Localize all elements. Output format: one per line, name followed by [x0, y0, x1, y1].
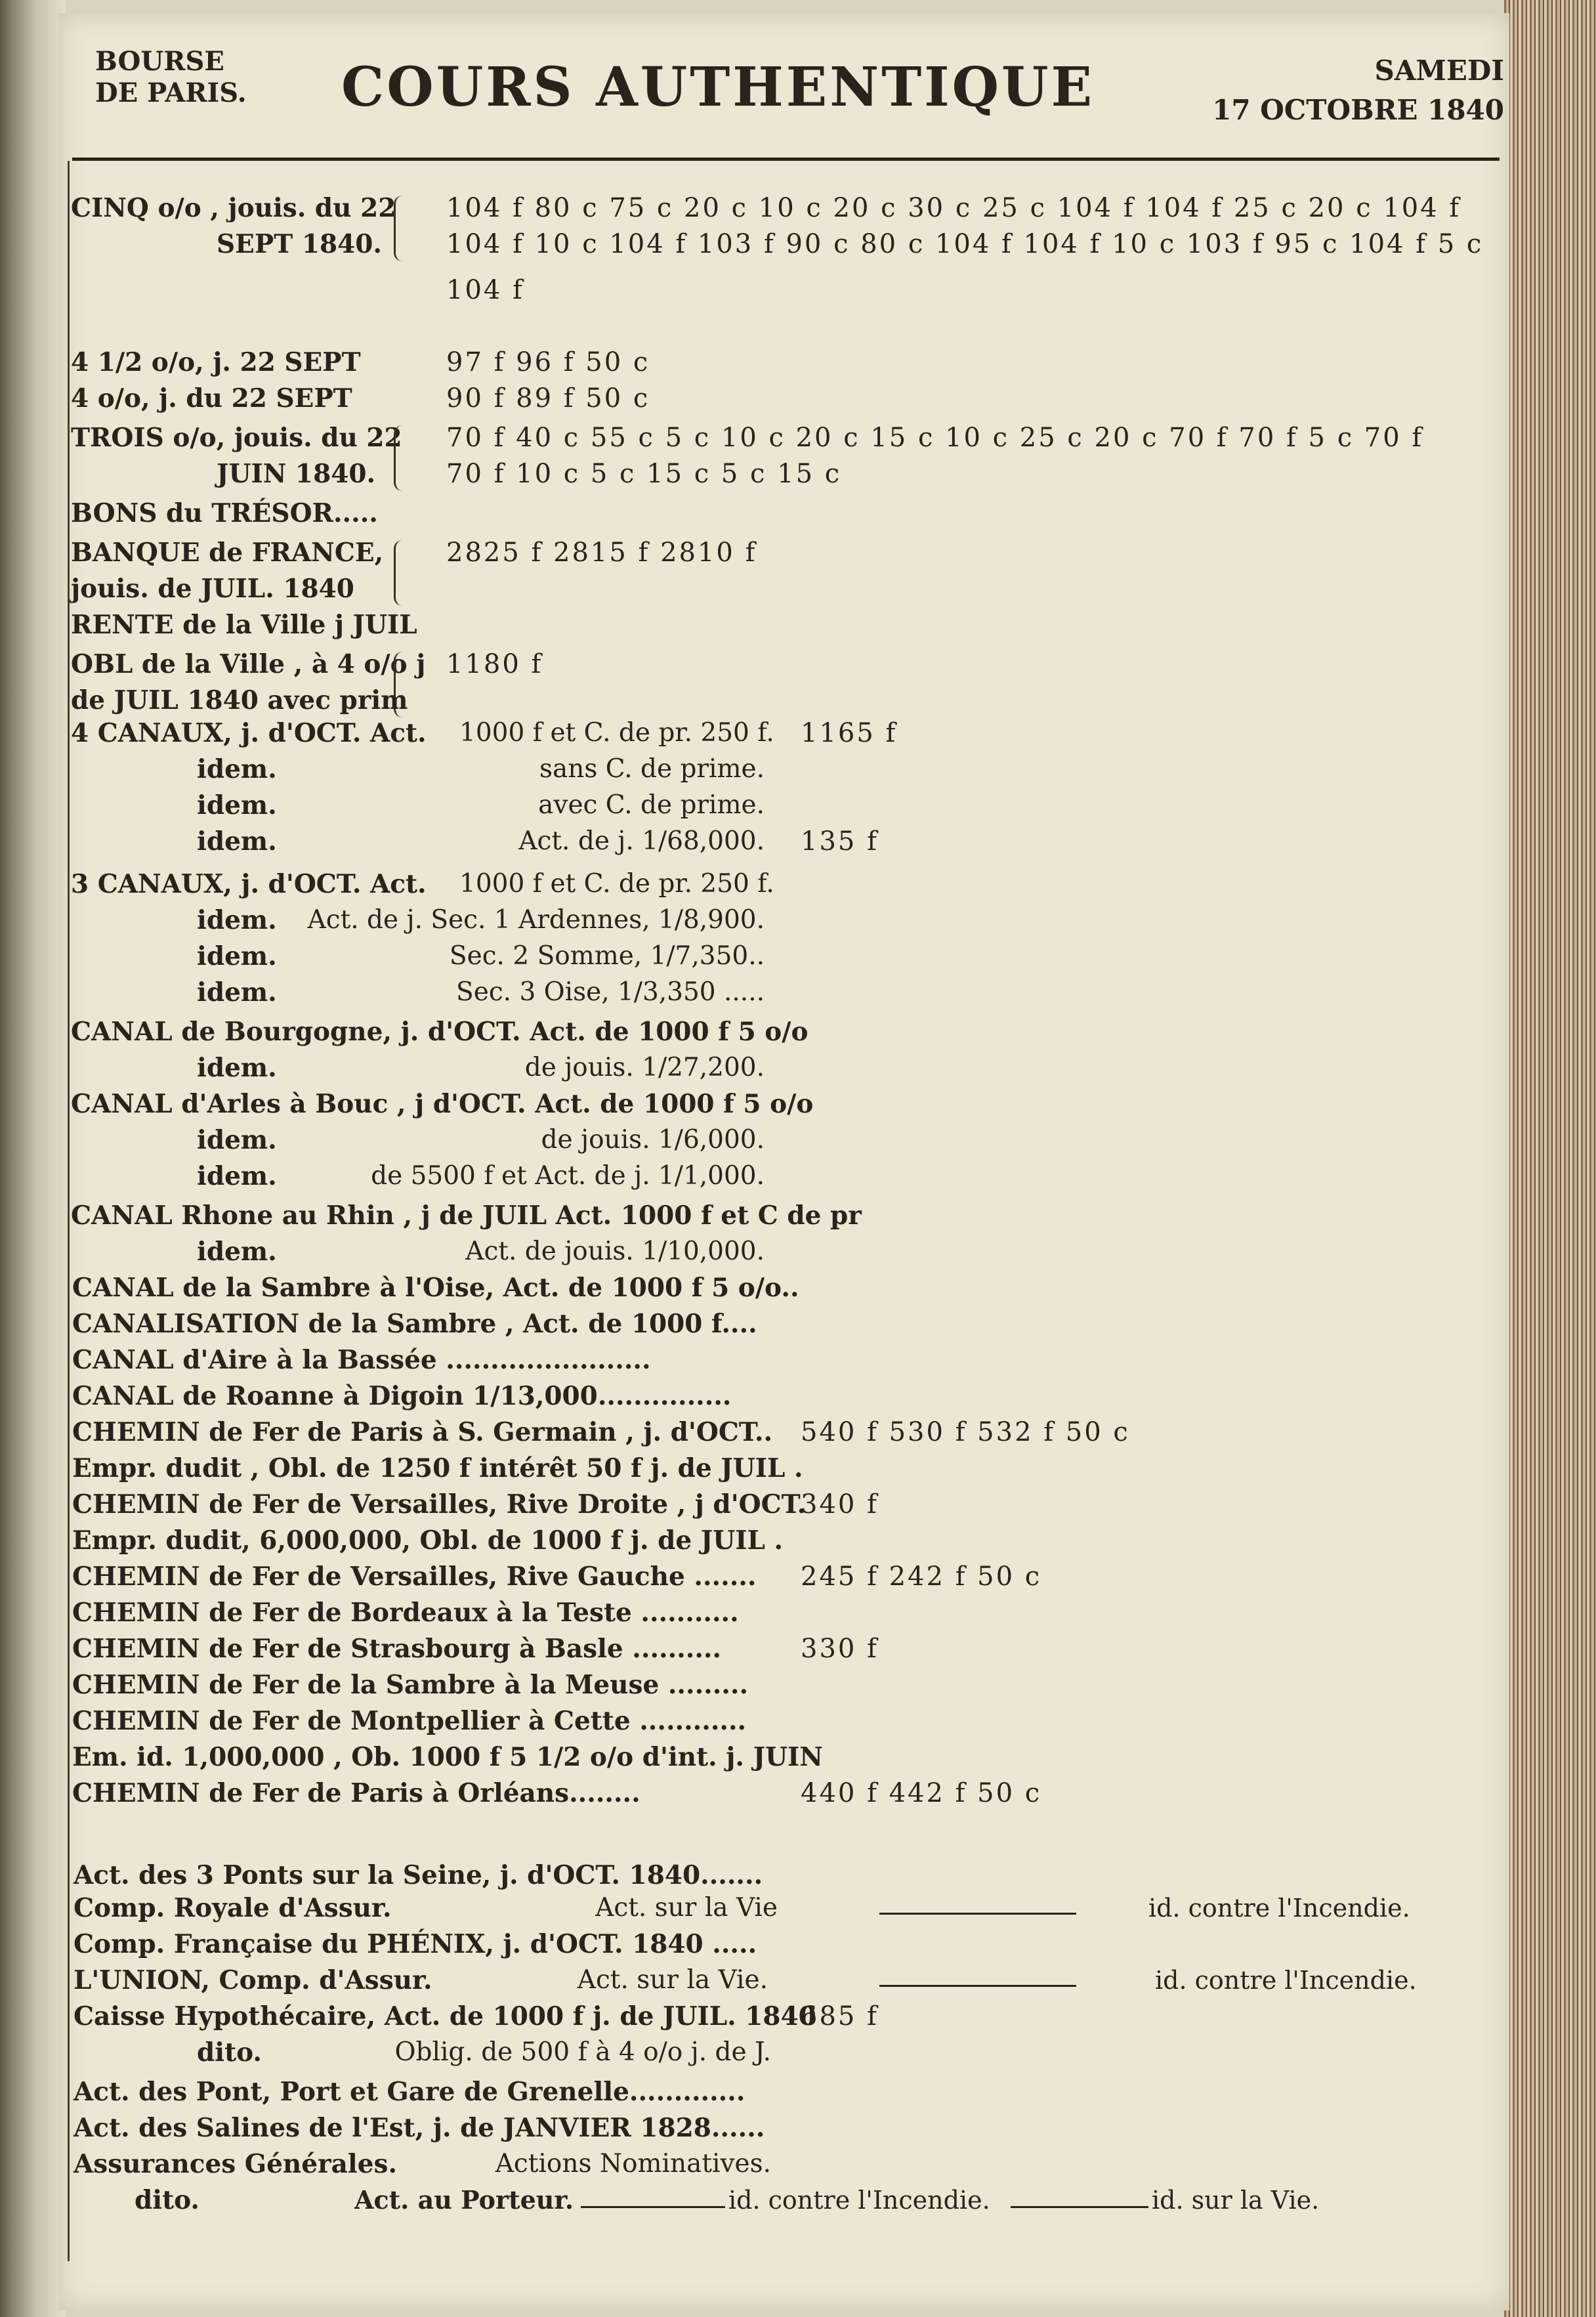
canaux3-sub-label: idem.	[197, 977, 277, 1008]
rente-label: BANQUE de FRANCE,	[71, 538, 384, 568]
listing-row	[0, 1595, 1509, 1630]
rente-label: BONS du TRÉSOR.....	[71, 498, 378, 528]
listing-value: 540 f 530 f 532 f 50 c	[801, 1417, 1130, 1447]
dito2-desc: Act. au Porteur.	[354, 2185, 574, 2215]
canaux3-row	[0, 866, 1509, 902]
canal-sub-desc: de jouis. 1/27,200.	[524, 1053, 765, 1082]
salines-label: Act. des Salines de l'Est, j. de JANVIER 1828......	[74, 2113, 765, 2143]
canaux3-sub-row	[0, 903, 1509, 938]
rente-value: 104 f 10 c 104 f 103 f 90 c 80 c 104 f 104 f 10 c 103 f 95 c 104 f 5 c	[446, 229, 1484, 259]
canaux4-row	[0, 715, 1509, 751]
canaux4-sub-label: idem.	[197, 826, 277, 857]
canaux3-sub-label: idem.	[197, 905, 277, 935]
listing-label: Empr. dudit, 6,000,000, Obl. de 1000 f j. de JUIL .	[72, 1525, 784, 1556]
listing-row	[0, 1487, 1509, 1522]
rente-label: jouis. de JUIL. 1840	[71, 574, 354, 604]
listing-label: CHEMIN de Fer de Versailles, Rive Droite , j d'OCT.	[72, 1489, 807, 1520]
canal-sub-desc: Act. de jouis. 1/10,000.	[465, 1237, 765, 1266]
page-title: COURS AUTHENTIQUE	[341, 56, 1095, 119]
canal-sub-label: idem.	[197, 1125, 277, 1155]
assurances-desc: Actions Nominatives.	[495, 2149, 771, 2179]
canaux3-sub-desc: Act. de j. Sec. 1 Ardennes, 1/8,900.	[307, 905, 765, 935]
listing-row	[0, 1306, 1509, 1342]
dito2-vie: id. sur la Vie.	[1152, 2186, 1320, 2215]
canal-sub-desc: de jouis. 1/6,000.	[541, 1125, 765, 1155]
canal-sub-row	[0, 1122, 1509, 1158]
canaux4-label: 4 CANAUX, j. d'OCT. Act.	[71, 718, 427, 748]
canal-sub-row	[0, 1234, 1509, 1269]
listing-value: 330 f	[801, 1634, 879, 1664]
rente-row	[0, 456, 1509, 492]
rente-row	[0, 535, 1509, 570]
rente-row	[0, 496, 1509, 531]
canaux3-sub-label: idem.	[197, 941, 277, 971]
listing-label: Empr. dudit , Obl. de 1250 f intérêt 50 f j. de JUIL .	[72, 1453, 803, 1483]
header-day: SAMEDI	[1374, 54, 1504, 87]
canal-sub-label: idem.	[197, 1161, 277, 1191]
listing-value: 245 f 242 f 50 c	[801, 1562, 1042, 1592]
header-bourse: BOURSE	[95, 46, 224, 77]
header-paris: DE PARIS.	[95, 77, 247, 108]
union-vie-dash	[879, 1985, 1076, 1987]
rente-row	[0, 647, 1509, 682]
listing-row	[0, 1559, 1509, 1594]
listing-row	[0, 1739, 1509, 1775]
canal-sub-desc: de 5500 f et Act. de j. 1/1,000.	[371, 1161, 765, 1191]
listing-label: CHEMIN de Fer de Bordeaux à la Teste ...........	[72, 1598, 739, 1628]
canaux4-sub-row	[0, 752, 1509, 787]
caisse-value: 685 f	[801, 2001, 879, 2031]
canaux3-sub-row	[0, 975, 1509, 1010]
rente-row	[0, 683, 1509, 718]
header-date: 17 OCTOBRE 1840	[1212, 94, 1504, 126]
union-row	[0, 1963, 1509, 1998]
canaux3-sub-desc: Sec. 2 Somme, 1/7,350..	[449, 941, 765, 971]
listing-label: Em. id. 1,000,000 , Ob. 1000 f 5 1/2 o/o d'int. j. JUIN	[72, 1742, 823, 1772]
rente-row	[0, 607, 1509, 643]
canaux4-desc: 1000 f et C. de pr. 250 f.	[459, 718, 774, 748]
rente-row	[0, 381, 1509, 416]
rente-label: JUIN 1840.	[217, 459, 376, 489]
listing-label: CHEMIN de Fer de Paris à Orléans........	[72, 1778, 640, 1808]
royale-vie: Act. sur la Vie	[595, 1893, 778, 1923]
canal-sub-row	[0, 1158, 1509, 1194]
dito2-row	[0, 2182, 1509, 2218]
listing-row	[0, 1523, 1509, 1558]
rente-label: TROIS o/o, jouis. du 22	[71, 423, 402, 453]
rente-label: CINQ o/o , jouis. du 22	[71, 193, 396, 223]
dito2-dash-1	[581, 2206, 725, 2208]
rente-value: 70 f 40 c 55 c 5 c 10 c 20 c 15 c 10 c 25 c 20 c 70 f 70 f 5 c 70 f	[446, 423, 1424, 453]
listing-label: CHEMIN de Fer de Montpellier à Cette ............	[72, 1706, 747, 1736]
rente-row	[0, 226, 1509, 262]
listing-row	[0, 1631, 1509, 1667]
listing-label: CANALISATION de la Sambre , Act. de 1000 f....	[72, 1309, 757, 1339]
rente-row	[0, 190, 1509, 226]
royale-label: Comp. Royale d'Assur.	[74, 1893, 392, 1923]
listing-label: CHEMIN de Fer de la Sambre à la Meuse .........	[72, 1670, 749, 1700]
canaux4-sub-value: 135 f	[801, 826, 879, 857]
rente-value: 97 f 96 f 50 c	[446, 347, 650, 377]
rente-row	[0, 420, 1509, 456]
canal-sub-label: idem.	[197, 1053, 277, 1083]
canal-label: CANAL de Bourgogne, j. d'OCT. Act. de 1000 f 5 o/o	[71, 1017, 808, 1047]
listing-row	[0, 1451, 1509, 1486]
union-label: L'UNION, Comp. d'Assur.	[74, 1965, 432, 1995]
listing-label: CHEMIN de Fer de Versailles, Rive Gauche .......	[72, 1562, 757, 1592]
rente-value: 90 f 89 f 50 c	[446, 383, 650, 414]
dito2-incendie: id. contre l'Incendie.	[728, 2186, 990, 2215]
royale-incendie: id. contre l'Incendie.	[1148, 1894, 1410, 1923]
dito2-label: dito.	[135, 2185, 200, 2215]
union-vie: Act. sur la Vie.	[577, 1965, 768, 1995]
canaux3-desc: 1000 f et C. de pr. 250 f.	[459, 869, 774, 899]
listing-row	[0, 1414, 1509, 1450]
rente-row	[0, 571, 1509, 606]
canaux4-sub-row	[0, 788, 1509, 823]
rente-value: 104 f	[446, 275, 524, 305]
dito1-row	[0, 2035, 1509, 2070]
canaux4-sub-desc: sans C. de prime.	[539, 754, 765, 784]
rente-label: de JUIL 1840 avec prim	[71, 685, 408, 715]
rente-value: 70 f 10 c 5 c 15 c 5 c 15 c	[446, 459, 842, 489]
header-right	[1212, 51, 1504, 130]
assurances-label: Assurances Générales.	[74, 2149, 398, 2179]
rente-label: OBL de la Ville , à 4 o/o j	[71, 649, 426, 679]
canaux4-sub-row	[0, 824, 1509, 859]
canaux4-value: 1165 f	[801, 718, 898, 748]
caisse-row	[0, 1999, 1509, 2034]
listing-row	[0, 1775, 1509, 1811]
rente-label: 4 1/2 o/o, j. 22 SEPT	[71, 347, 361, 377]
phenix-label: Comp. Française du PHÉNIX, j. d'OCT. 1840 .....	[74, 1929, 757, 1959]
caisse-label: Caisse Hypothécaire, Act. de 1000 f j. de JUIL. 1840	[74, 2001, 816, 2031]
canaux4-sub-desc: avec C. de prime.	[538, 790, 765, 820]
canal-label: CANAL Rhone au Rhin , j de JUIL Act. 1000 f et C de pr	[71, 1201, 862, 1231]
listing-row	[0, 1378, 1509, 1414]
royale-vie-dash	[879, 1913, 1076, 1915]
rente-row	[0, 272, 1509, 308]
rente-value: 1180 f	[446, 649, 543, 679]
dito1-label: dito.	[197, 2037, 262, 2068]
dito1-desc: Oblig. de 500 f à 4 o/o j. de J.	[394, 2037, 771, 2067]
assurances-row	[0, 2146, 1509, 2182]
listing-value: 440 f 442 f 50 c	[801, 1778, 1042, 1808]
listing-row	[0, 1342, 1509, 1378]
canaux4-sub-label: idem.	[197, 790, 277, 820]
canaux3-sub-row	[0, 939, 1509, 974]
listing-label: CANAL de Roanne à Digoin 1/13,000...............	[72, 1381, 732, 1411]
canal-sub-label: idem.	[197, 1237, 277, 1267]
grenelle-label: Act. des Pont, Port et Gare de Grenelle.............	[74, 2077, 746, 2107]
listing-row	[0, 1667, 1509, 1703]
canal-label: CANAL d'Arles à Bouc , j d'OCT. Act. de 1000 f 5 o/o	[71, 1089, 814, 1119]
listing-label: CHEMIN de Fer de Paris à S. Germain , j. d'OCT..	[72, 1417, 773, 1447]
listing-label: CANAL d'Aire à la Bassée .......................	[72, 1345, 651, 1375]
listing-row	[0, 1270, 1509, 1306]
ponts-label: Act. des 3 Ponts sur la Seine, j. d'OCT. 1840.......	[74, 1860, 763, 1890]
header-rule	[72, 158, 1500, 161]
rente-value: 2825 f 2815 f 2810 f	[446, 538, 757, 568]
union-incendie: id. contre l'Incendie.	[1155, 1966, 1417, 1995]
canaux3-label: 3 CANAUX, j. d'OCT. Act.	[71, 869, 427, 899]
royale-row	[0, 1890, 1509, 1926]
listing-label: CANAL de la Sambre à l'Oise, Act. de 1000 f 5 o/o..	[72, 1273, 799, 1303]
listing-value: 340 f	[801, 1489, 879, 1520]
listing-row	[0, 1703, 1509, 1739]
header-left	[95, 46, 247, 109]
canaux3-sub-desc: Sec. 3 Oise, 1/3,350 .....	[456, 977, 765, 1007]
canaux4-sub-label: idem.	[197, 754, 277, 784]
page-edges	[1504, 0, 1596, 2317]
rente-label: 4 o/o, j. du 22 SEPT	[71, 383, 352, 414]
listing-label: CHEMIN de Fer de Strasbourg à Basle ..........	[72, 1634, 722, 1664]
rente-value: 104 f 80 c 75 c 20 c 10 c 20 c 30 c 25 c 104 f 104 f 25 c 20 c 104 f	[446, 193, 1461, 223]
dito2-dash-2	[1011, 2206, 1148, 2208]
canal-sub-row	[0, 1050, 1509, 1086]
rente-label: RENTE de la Ville j JUIL	[71, 610, 417, 640]
canaux4-sub-desc: Act. de j. 1/68,000.	[518, 826, 765, 856]
rente-label: SEPT 1840.	[217, 229, 382, 259]
rente-row	[0, 345, 1509, 380]
